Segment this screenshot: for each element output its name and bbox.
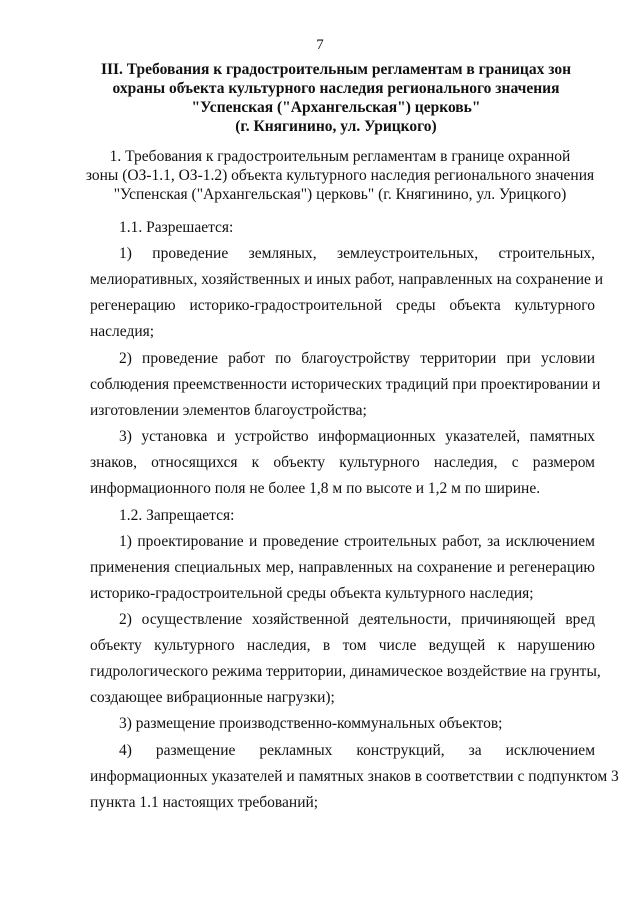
section-1-2-title: 1.2. Запрещается: (119, 507, 235, 524)
paragraph-line: применения специальных мер, направленных на сохранение и регенерацию (90, 559, 595, 576)
heading-line: "Успенская ("Архангельская") церковь" (191, 99, 481, 116)
paragraph-line: 1) проектирование и проведение строительных работ, за исключением (119, 533, 595, 550)
paragraph-line: мелиоративных, хозяйственных и иных работ, направленных на сохранение и (90, 271, 604, 288)
heading-line: (г. Княгинино, ул. Урицкого) (235, 118, 437, 135)
subsection-heading (80, 147, 600, 204)
paragraph-line: знаков, относящихся к объекту культурного наследия, с размером (90, 454, 595, 471)
paragraph-line: историко-градостроительной среды объекта культурного наследия; (90, 585, 534, 602)
paragraph-line: 3) установка и устройство информационных указателей, памятных (119, 428, 595, 445)
paragraph-line: информационных указателей и памятных знаков в соответствии с подпунктом 3 (90, 768, 619, 785)
paragraph-line: 2) осуществление хозяйственной деятельности, причиняющей вред (119, 611, 595, 628)
paragraph-line: изготовлении элементов благоустройства; (90, 402, 367, 419)
paragraph-line: объекту культурного наследия, в том числе ведущей к нарушению (90, 637, 595, 654)
paragraph-line: 2) проведение работ по благоустройству территории при условии (119, 350, 595, 367)
paragraph-line: гидрологического режима территории, динамическое воздействие на грунты, (90, 663, 601, 680)
heading-line: III. Требования к градостроительным регламентам в границах зон (100, 61, 572, 78)
paragraph-line: информационного поля не более 1,8 м по высоте и 1,2 м по ширине. (90, 480, 541, 497)
paragraph-line: 1) проведение земляных, землеустроительных, строительных, (119, 245, 595, 262)
page-number: 7 (316, 37, 324, 53)
subheading-line: "Успенская ("Архангельская") церковь" (г. Княгинино, ул. Урицкого) (113, 186, 567, 203)
paragraph-line: 3) размещение производственно-коммунальных объектов; (119, 715, 503, 732)
section-heading (76, 60, 596, 136)
paragraph-line: пункта 1.1 настоящих требований; (90, 794, 319, 811)
paragraph-line: соблюдения преемственности исторических традиций при проектировании и (90, 376, 601, 393)
subheading-line: зоны (ОЗ-1.1, ОЗ-1.2) объекта культурного наследия регионального значения (85, 167, 595, 184)
paragraph-line: 4) размещение рекламных конструкций, за исключением (119, 742, 595, 759)
heading-line: охраны объекта культурного наследия регионального значения (112, 80, 560, 97)
paragraph-line: создающее вибрационные нагрузки); (90, 689, 335, 706)
subheading-line: 1. Требования к градостроительным регламентам в границе охранной (109, 148, 571, 165)
paragraph-line: наследия; (90, 323, 155, 340)
section-1-1-title: 1.1. Разрешается: (119, 219, 234, 236)
paragraph-line: регенерацию историко-градостроительной среды объекта культурного (90, 297, 595, 314)
